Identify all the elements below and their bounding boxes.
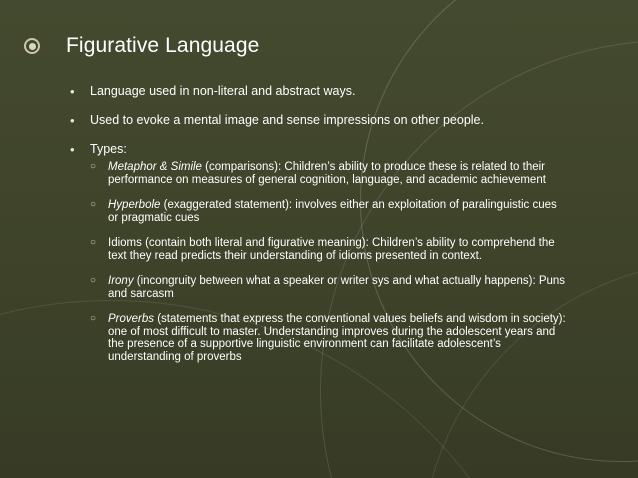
title-row [24,34,259,58]
type-description: (statements that express the conventional values beliefs and wisdom in society): one of most difficult to master. Understanding improves during the adolescent years and the presence of a supportive linguistic environment can facilitate adolescent’s understanding of proverbs [108,313,566,363]
type-term: Metaphor & Simile [108,161,202,173]
type-item [90,275,570,300]
bullet-dot-icon: • [70,84,75,99]
bullet-text: Used to evoke a mental image and sense impressions on other people. [90,113,484,127]
type-term: Proverbs [108,313,155,325]
type-term: Hyperbole [108,199,161,211]
sub-bullet-icon: ○ [90,313,97,324]
type-item [90,161,570,186]
type-description: (exaggerated statement): involves either an exploitation of paralinguistic cues or pragmatic cues [108,199,557,224]
slide-title: Figurative Language [66,34,260,57]
bullet-text: Types: [90,142,127,156]
bullet-dot-icon: • [70,142,75,157]
sub-bullet-icon: ○ [90,199,97,210]
sub-bullet-icon: ○ [90,275,97,286]
type-description: (incongruity between what a speaker or writer sys and what actually happens): Puns and sarcasm [108,275,566,300]
circle-bullet-icon [24,38,40,54]
type-description: (comparisons): Children’s ability to produce these is related to their performance on measures of general cognition, language, and academic achievement [108,161,546,186]
type-item [90,313,570,363]
type-item [90,199,570,224]
sub-bullet-icon: ○ [90,237,97,248]
types-list [90,161,570,363]
type-description: Idioms (contain both literal and figurative meaning): Children’s ability to comprehend the text they read predicts their understanding of idioms presented in context. [108,237,555,262]
type-term: Irony [108,275,134,287]
bullet-item [70,113,570,128]
bullet-item [70,142,570,363]
bullet-item [70,84,570,99]
slide-content [70,84,570,376]
bullet-dot-icon: • [70,113,75,128]
bullet-text: Language used in non-literal and abstract ways. [90,84,356,98]
sub-bullet-icon: ○ [90,161,97,172]
type-item [90,237,570,262]
